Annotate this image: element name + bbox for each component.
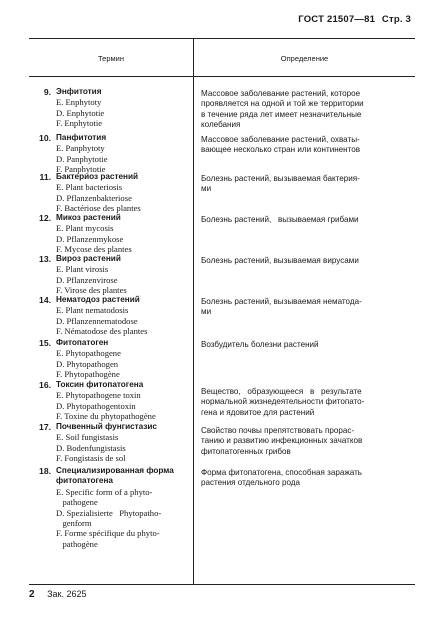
definition-line: Возбудитель болезни растений bbox=[201, 340, 319, 349]
definition-line: ми bbox=[201, 307, 212, 317]
term-translation: E. Specific form of a phyto- bbox=[56, 486, 153, 497]
standard-code: ГОСТ 21507—81 bbox=[298, 14, 376, 25]
definition-line: Болезнь растений, вызываемая бактерия- bbox=[201, 174, 360, 183]
definition-line: растения отдельного рода bbox=[201, 478, 300, 488]
column-divider bbox=[193, 39, 194, 584]
definition-cell bbox=[201, 89, 413, 131]
definition-cell bbox=[201, 426, 413, 457]
term-translation: D. Enphytotie bbox=[56, 107, 105, 118]
term-translation: F. Toxine du phytopathogène bbox=[56, 411, 156, 422]
definition-line: фитопатогенных грибов bbox=[201, 446, 291, 456]
definition-line: Вещество, образующееся в результате bbox=[201, 387, 362, 396]
term-number: 13. bbox=[39, 254, 51, 264]
term-title: Бактериоз растений bbox=[56, 172, 139, 181]
column-header-definition: Определение bbox=[280, 54, 329, 63]
term-translation: F. Mycose des plantes bbox=[56, 244, 132, 255]
definition-line: ми bbox=[201, 184, 212, 194]
definition-cell bbox=[201, 215, 413, 225]
definition-cell bbox=[201, 174, 413, 195]
term-number: 9. bbox=[43, 87, 51, 97]
term-translation: F. Forme spécifique du phyto- bbox=[56, 528, 160, 539]
term-number: 15. bbox=[39, 338, 51, 348]
term-translation: D. Panphytotie bbox=[56, 153, 108, 164]
term-translation: E. Soil fungistasis bbox=[56, 432, 119, 443]
definition-cell bbox=[201, 468, 413, 489]
definition-line: Болезнь растений, вызываемая нематода- bbox=[201, 297, 362, 306]
definition-line: Массовое заболевание растений, которое bbox=[201, 89, 361, 98]
term-title: Вироз растений bbox=[56, 254, 121, 263]
term-translation: E. Plant mycosis bbox=[56, 223, 114, 234]
term-translation: D. Phytopathogen bbox=[56, 358, 119, 369]
term-translation: E. Phytopathogene toxin bbox=[56, 390, 141, 401]
definition-cell bbox=[201, 340, 413, 350]
term-translation: D. Pflanzenbakteriose bbox=[56, 192, 132, 203]
page-header bbox=[294, 14, 411, 25]
term-translation: D. Pflanzenmykose bbox=[56, 233, 124, 244]
term-translation: F. Enphytotie bbox=[56, 118, 103, 129]
term-translation: E. Phytopathogene bbox=[56, 348, 121, 359]
term-translation: E. Plant bacteriosis bbox=[56, 182, 123, 193]
term-number: 14. bbox=[39, 295, 51, 305]
definition-line: Болезнь растений, вызываемая вирусами bbox=[201, 256, 359, 265]
term-translation: D. Spezialisierte Phytopatho- bbox=[56, 507, 162, 518]
definition-cell bbox=[201, 256, 413, 266]
terms-table bbox=[29, 38, 415, 585]
term-translation: E. Panphytoty bbox=[56, 143, 105, 154]
definition-line: колебания bbox=[201, 120, 241, 130]
term-translation: F. Fongistasis de sol bbox=[56, 453, 126, 464]
term-translation: F. Panphytotie bbox=[56, 164, 106, 175]
definition-cell bbox=[201, 297, 413, 318]
term-title: Почвенный фунгистазис bbox=[56, 422, 157, 431]
definition-line: гена и ядовитое для растений bbox=[201, 407, 315, 417]
term-title: Энфитотия bbox=[56, 87, 102, 96]
term-translation: F. Nématodose des plantes bbox=[56, 326, 148, 337]
definition-line: Болезнь растений, вызываемая грибами bbox=[201, 215, 359, 224]
page-label: Стр. 3 bbox=[381, 14, 411, 25]
page-footer bbox=[29, 589, 86, 600]
definition-cell bbox=[201, 135, 413, 156]
definition-line: Массовое заболевание растений, охваты- bbox=[201, 135, 360, 144]
definition-line: Форма фитопатогена, способная заражать bbox=[201, 468, 363, 477]
term-translation: F. Phytopathogène bbox=[56, 369, 120, 380]
term-translation: pathogene bbox=[56, 497, 98, 508]
term-title: Нематодоз растений bbox=[56, 295, 140, 304]
term-number: 10. bbox=[39, 133, 51, 143]
term-translation: D. Phytopathogentoxin bbox=[56, 400, 136, 411]
term-translation: E. Plant nematodosis bbox=[56, 305, 129, 316]
term-title: Специализированная форма bbox=[56, 466, 174, 475]
term-translation: E. Enphytoty bbox=[56, 97, 102, 108]
term-title: фитопатогена bbox=[56, 476, 113, 486]
term-translation: E. Plant virosis bbox=[56, 264, 109, 275]
term-translation: D. Pflanzenvirose bbox=[56, 274, 118, 285]
term-title: Микоз растений bbox=[56, 213, 121, 222]
term-title: Токсин фитопатогена bbox=[56, 380, 144, 389]
term-translation: genform bbox=[56, 518, 92, 528]
term-translation: D. Bodenfungistasis bbox=[56, 442, 126, 453]
term-number: 11. bbox=[39, 172, 51, 182]
term-translation: pathogène bbox=[56, 538, 98, 549]
column-header-term: Термин bbox=[98, 54, 124, 63]
table-header bbox=[29, 39, 415, 77]
term-number: 18. bbox=[39, 466, 51, 476]
term-title: Фитопатоген bbox=[56, 338, 109, 347]
term-number: 12. bbox=[39, 213, 51, 223]
print-order: Зак. 2625 bbox=[47, 589, 87, 599]
term-translation: F. Bactériose des plantes bbox=[56, 203, 141, 214]
definition-line: танию и развитию инфекционных зачатков bbox=[201, 436, 363, 446]
term-number: 16. bbox=[39, 380, 51, 390]
definition-line: проявляется на одной и той же территории bbox=[201, 99, 364, 109]
term-number: 17. bbox=[39, 422, 51, 432]
page-number: 2 bbox=[29, 589, 35, 600]
definition-cell bbox=[201, 387, 413, 418]
definition-line: в течение ряда лет имеет незначительные bbox=[201, 109, 362, 119]
term-translation: D. Pflanzennematodose bbox=[56, 315, 138, 326]
definition-line: нормальной жизнедеятельности фитопато- bbox=[201, 397, 365, 407]
term-title: Панфитотия bbox=[56, 133, 107, 142]
term-translation: F. Virose des plantes bbox=[56, 285, 127, 296]
definition-line: вающее несколько стран или континентов bbox=[201, 145, 361, 155]
definition-line: Свойство почвы препятствовать прорас- bbox=[201, 426, 355, 435]
